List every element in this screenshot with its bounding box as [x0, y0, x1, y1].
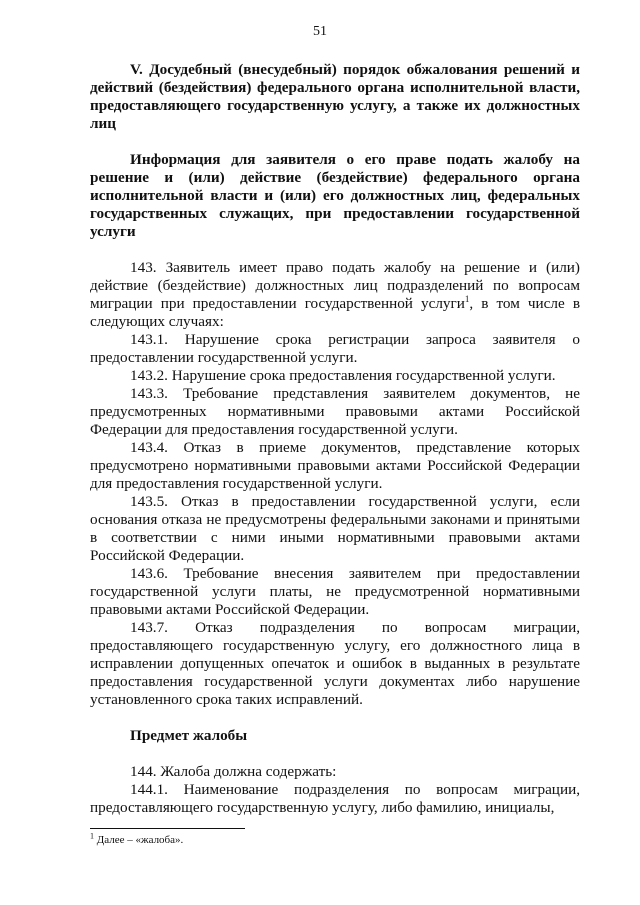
item-143-2: 143.2. Нарушение срока предоставления государственной услуги. — [130, 367, 556, 384]
paragraph-143 — [90, 259, 580, 331]
page-number: 51 — [313, 24, 327, 39]
item-143-6: 143.6. Требование внесения заявителем при предоставлении государственной услуги платы, не предусмотренной нормативными правовыми актами Российской Федерации. — [90, 565, 580, 618]
item-143-3: 143.3. Требование представления заявителем документов, не предусмотренных нормативными правовыми актами Российской Федерации для предоставления государственной услуги. — [90, 385, 580, 438]
info-heading: Информация для заявителя о его праве подать жалобу на решение и (или) действие (бездействие) федерального органа исполнительной власти и (или) его должностных лиц, федеральных государственных служащих, при предоставлении государственной услуги — [90, 151, 580, 240]
paragraph-143-text-end: , в том числе в следующих случаях: — [90, 295, 580, 330]
subject-heading: Предмет жалобы — [130, 727, 248, 744]
item-143-1: 143.1. Нарушение срока регистрации запроса заявителя о предоставлении государственной услуги. — [90, 331, 580, 366]
footnote — [90, 833, 580, 847]
paragraph-144: 144. Жалоба должна содержать: — [130, 763, 337, 780]
section-heading: V. Досудебный (внесудебный) порядок обжалования решений и действий (бездействия) федерального органа исполнительной власти, предоставляющего государственную услугу, а также их должностных лиц — [90, 61, 580, 132]
item-143-7: 143.7. Отказ подразделения по вопросам миграции, предоставляющего государственную услугу, его должностного лица в исправлении допущенных опечаток и ошибок в выданных в результате предоставления государственной услуги документах либо нарушение установленного срока таких исправлений. — [90, 619, 580, 708]
footnote-divider — [90, 828, 245, 829]
footnote-mark: 1 — [90, 831, 94, 841]
footnote-text: Далее – «жалоба». — [94, 834, 184, 846]
item-144-1: 144.1. Наименование подразделения по вопросам миграции, предоставляющего государственную услугу, либо фамилию, инициалы, — [90, 781, 580, 816]
item-143-5: 143.5. Отказ в предоставлении государственной услуги, если основания отказа не предусмотрены федеральными законами и принятыми в соответствии с ними иными нормативными правовыми актами Российской Федерации. — [90, 493, 580, 564]
footnote-reference: 1 — [464, 293, 470, 304]
page-content — [90, 61, 580, 817]
paragraph-143-text: 143. Заявитель имеет право подать жалобу на решение и (или) действие (бездействие) должностных лиц подразделений по вопросам миграции при предоставлении государственной услуги — [90, 259, 580, 312]
item-143-4: 143.4. Отказ в приеме документов, представление которых предусмотрено нормативными правовыми актами Российской Федерации для предоставления государственной услуги. — [90, 439, 580, 492]
